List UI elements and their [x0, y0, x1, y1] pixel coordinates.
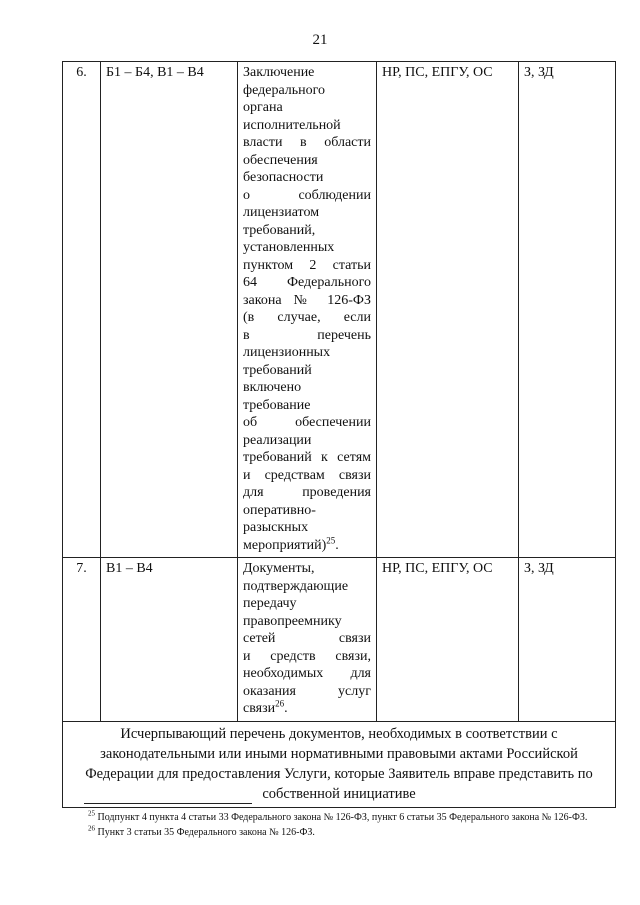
table-footer-row: [63, 721, 616, 807]
page-number: 21: [312, 32, 328, 48]
description-line: о соблюдении: [243, 187, 371, 203]
description-line: для проведения: [243, 485, 371, 500]
document-description: [238, 62, 377, 558]
document-form: З, ЗД: [519, 62, 616, 558]
description-line: безопасности: [243, 170, 324, 185]
description-line: Документы,: [243, 561, 315, 576]
description-line: включено: [243, 380, 302, 395]
description-line: требование: [243, 397, 311, 413]
footnote-text: Пункт 3 статьи 35 Федерального закона № 126-ФЗ.: [97, 827, 315, 838]
applicant-codes: Б1 – Б4, В1 – В4: [101, 62, 238, 558]
description-line: необходимых для: [243, 666, 371, 681]
description-line: подтверждающие: [243, 578, 349, 594]
document-description: [238, 558, 377, 722]
footnote-text: Подпункт 4 пункта 4 статьи 33 Федерального закона № 126-ФЗ, пункт 6 статьи 35 Федерального закона № 126-ФЗ.: [97, 812, 588, 823]
description-line: закона № 126-ФЗ: [243, 292, 371, 308]
footnote-reference: 25: [326, 534, 336, 545]
description-line: оперативно-: [243, 502, 316, 518]
footnote-divider: [84, 803, 252, 804]
description-line: федерального: [243, 82, 326, 98]
description-line: 64 Федерального: [243, 275, 371, 290]
documents-table: [62, 61, 616, 808]
footnote: [62, 810, 615, 825]
footnote: [62, 825, 615, 840]
description-suffix: .: [335, 537, 339, 553]
description-line: и средств связи,: [243, 648, 371, 664]
table-row: [63, 62, 616, 558]
submission-methods: НР, ПС, ЕПГУ, ОС: [377, 62, 519, 558]
description-line: сетей связи: [243, 631, 371, 646]
description-line: об обеспечении: [243, 415, 371, 430]
footnote-mark: 25: [88, 809, 95, 818]
document-form: З, ЗД: [519, 558, 616, 722]
description-line: правопреемнику: [243, 613, 342, 629]
description-line: исполнительной: [243, 117, 341, 133]
description-line: в перечень: [243, 327, 371, 343]
description-line: требований к сетям: [243, 450, 371, 465]
description-line: лицензионных: [243, 345, 331, 360]
description-line: требований: [243, 362, 312, 378]
description-line: связи$^{26}$.: [243, 698, 288, 716]
description-line: обеспечения: [243, 152, 318, 168]
description-line: пунктом 2 статьи: [243, 257, 371, 273]
submission-methods: НР, ПС, ЕПГУ, ОС: [377, 558, 519, 722]
applicant-codes: В1 – В4: [101, 558, 238, 722]
footnote-reference: 26: [275, 698, 285, 709]
description-line: реализации: [243, 432, 312, 448]
row-number: 7.: [63, 558, 101, 722]
description-line: установленных: [243, 240, 335, 255]
description-line: Заключение: [243, 65, 315, 80]
description-line: и средствам связи: [243, 467, 371, 483]
description-line: (в случае, если: [243, 310, 371, 325]
description-line: органа: [243, 100, 283, 115]
row-number: 6.: [63, 62, 101, 558]
footnote-mark: 26: [88, 824, 95, 833]
description-line: лицензиатом: [243, 205, 320, 220]
description-line: разыскных: [243, 520, 309, 535]
section-heading: Исчерпывающий перечень документов, необходимых в соответствии с законодательными или иными нормативными правовыми актами Российской Федерации для предоставления Услуги, которые Заявитель вправе представить по собственной инициативе: [63, 721, 616, 807]
description-line: требований,: [243, 222, 316, 238]
description-line: оказания услуг: [243, 683, 371, 699]
description-line: мероприятий)$^{25}$.: [243, 534, 339, 553]
footnotes: [62, 810, 615, 840]
description-line: власти в области: [243, 135, 371, 150]
description-suffix: .: [284, 701, 288, 716]
table-row: [63, 558, 616, 722]
description-line: передачу: [243, 596, 297, 611]
